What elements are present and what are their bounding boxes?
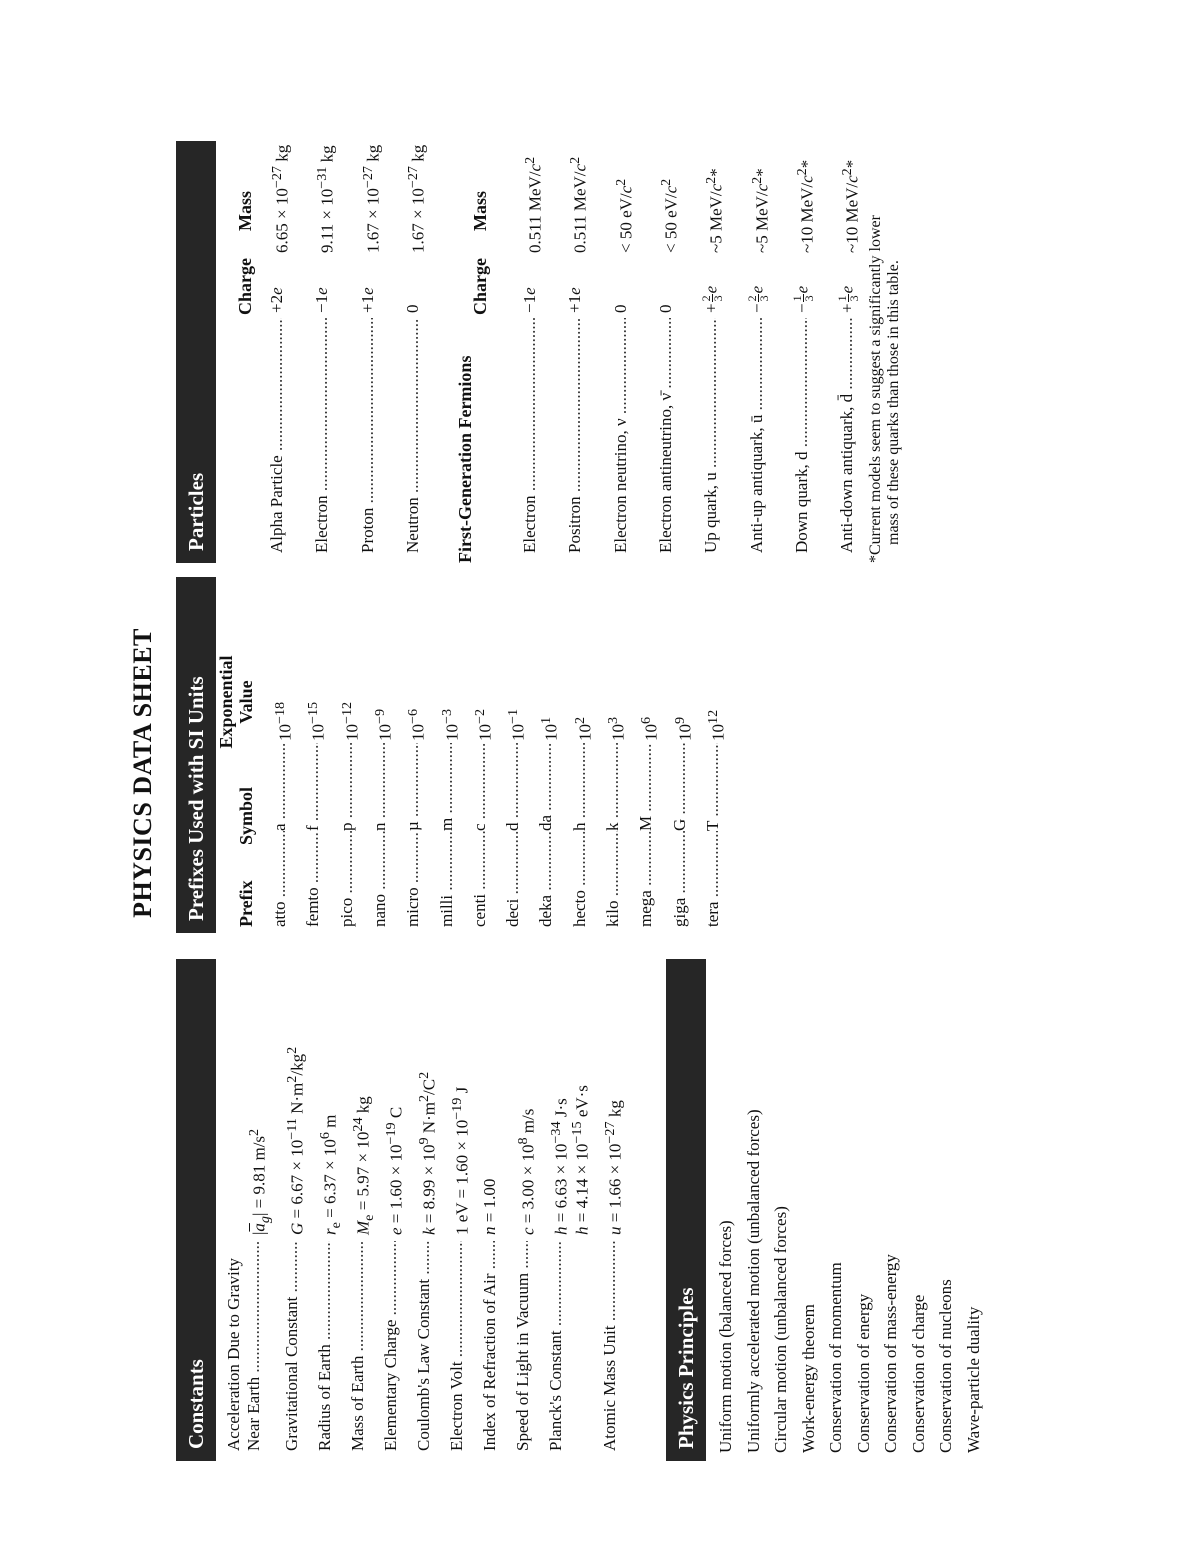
particle-charge: − 2 3 e [744,285,771,313]
prefix-name: deci ..... [503,831,523,927]
constant-label: Atomic Mass Unit ..... [600,1241,620,1451]
prefix-exponential-value [636,717,662,741]
charge-column-header: Charge [235,258,255,315]
exponential-column-header-line2: Value [236,680,256,724]
particle-name: Proton ..... [358,318,378,553]
particle-charge: +1e [565,287,585,313]
constant-label-line1: Acceleration Due to Gravity [224,1257,243,1451]
constant-label: Mass of Earth ..... [348,1241,368,1451]
prefix-exponential-value [670,717,696,741]
prefix-exponential-value [270,702,296,741]
prefixes-heading: Prefixes Used with SI Units [176,577,216,933]
symbol-column-header: Symbol [236,786,256,845]
prefix-symbol: k ..... [603,743,623,831]
prefix-name: atto ..... [270,831,290,927]
constant-value: $c = 3.00 \times 10^8$ m/s [515,1108,538,1235]
particle-charge: − 1 3 e [789,285,816,313]
constant-label: Coulomb's Law Constant ..... [414,1241,434,1451]
prefix-symbol: M ..... [636,743,656,831]
constant-label: Planck's Constant ..... [546,1241,566,1451]
fermion-mass-column-header: Mass [470,191,490,231]
principles-list [712,959,987,1453]
constant-value: $|\overline{a}_g| = 9.81$ $m/s^2$ [246,1128,274,1235]
constant-label: Elementary Charge ..... [381,1241,401,1451]
prefix-name: pico ..... [337,831,357,927]
prefix-exponential-value [570,717,596,741]
principle-item: Conservation of mass-energy [881,1254,900,1453]
prefix-exponential-value [703,710,729,741]
constant-value: $u = 1.66 \times 10^{-27}$ kg [602,1100,625,1235]
exp-power: −6 [405,708,422,724]
prefix-symbol: n ..... [370,743,390,831]
exponential-column-header-line1: Exponential [216,655,236,749]
constant-value: $e = 1.60 \times 10^{-19}$ C [383,1106,406,1235]
particle-mass: $1.67 \times 10^{-27}$ kg [359,144,383,253]
constant-value: $h = 6.63 \times 10^{-34}$ J·s [548,1098,571,1235]
exp-base: 10 [508,724,528,741]
particle-charge: 0 [610,304,630,313]
prefix-name: milli ..... [437,831,457,927]
prefix-symbol: p ..... [337,743,357,831]
prefix-exponential-value [437,709,463,741]
prefix-name: micro ..... [403,831,423,927]
principle-item: Work-energy theorem [798,1304,818,1453]
particle-charge: + 1 3 e [835,285,862,313]
principles-heading: Physics Principles [666,959,706,1461]
particle-charge: −1e [520,287,539,313]
principle-item: Uniform motion (balanced forces) [716,1220,735,1453]
particle-name: Electron ..... [520,318,540,553]
prefix-symbol: µ ..... [403,743,423,831]
prefix-symbol: f ..... [303,743,323,831]
constant-value: 1 eV = $1.60 \times 10^{-19}$ J [449,1086,472,1235]
constant-value: $k = 8.99 \times 10^9$ $N\cdot m^2/C^2$ [416,1071,439,1235]
principle-item: Wave-particle duality [963,1306,983,1453]
exp-power: −3 [438,708,455,724]
particle-mass: 0.511 MeV/$c^2$ [567,156,590,253]
prefix-name: nano ..... [370,831,390,927]
prefix-symbol: c ..... [470,743,490,831]
prefix-exponential-value [403,709,429,741]
prefix-name: mega ..... [636,831,656,927]
footnote-line2: mass of these quarks than those in this table. [885,260,902,545]
principle-item: Conservation of charge [908,1294,928,1453]
exp-base: 10 [442,724,462,741]
principle-item: Circular motion (unbalanced forces) [771,1206,790,1453]
prefix-exponential-value [303,702,329,741]
exp-power: −1 [505,708,522,724]
exp-power: 6 [638,716,655,724]
particle-name: Up quark, u ..... [701,318,721,553]
prefix-symbol: T ..... [703,743,723,831]
particle-name: Electron antineutrino, ν̄ ..... [656,318,676,553]
principle-item: Conservation of energy [853,1293,873,1453]
particle-name: Neutron ..... [403,318,423,553]
exp-power: 12 [704,709,721,724]
exp-base: 10 [408,724,428,741]
prefix-name: centi ..... [470,831,490,927]
exp-power: −2 [471,708,488,724]
exp-base: 10 [308,724,328,741]
exp-base: 10 [375,724,395,741]
particle-charge: −1e [312,287,332,313]
exp-base: 10 [542,724,562,741]
prefix-exponential-value [603,717,629,741]
prefix-symbol: d ..... [503,743,523,831]
constant-value: $G = 6.67 \times 10^{-11}$ $N\cdot m^2/kg^2$ [284,1046,307,1235]
particle-charge: 0 [402,304,422,313]
particle-charge: +2e [267,287,286,313]
particle-name: Alpha Particle ..... [267,318,287,553]
prefix-exponential-value [470,709,496,741]
constants-heading: Constants [176,959,216,1461]
principle-item: Conservation of momentum [826,1262,845,1453]
particle-name: Positron ..... [565,318,585,553]
particle-charge: +1e [357,287,377,313]
constant-label: Radius of Earth ..... [315,1241,335,1451]
exp-base: 10 [675,724,695,741]
mass-column-header: Mass [235,191,255,231]
prefix-name: giga ..... [670,831,690,927]
exp-power: −18 [272,701,288,724]
fermions-heading: First-Generation Fermions [455,355,475,563]
prefix-symbol: G ..... [670,743,690,831]
constant-label: Gravitational Constant ..... [282,1241,302,1451]
particle-mass: ~5 MeV/$c^2*$ [748,168,772,253]
particle-mass: ~5 MeV/$c^2*$ [703,168,726,253]
prefix-exponential-value [503,709,529,741]
prefix-name: hecto ..... [570,831,590,927]
particle-mass: ~10 MeV/$c^2*$ [839,159,862,253]
exp-power: −15 [305,701,322,724]
prefix-symbol: m ..... [437,743,457,831]
particle-name: Anti-up antiquark, ū ..... [747,318,767,553]
exp-base: 10 [708,724,728,741]
prefix-symbol: da ..... [536,743,556,831]
principle-item: Conservation of nucleons [936,1279,955,1453]
exp-power: −9 [371,708,388,724]
principle-item: Uniformly accelerated motion (unbalanced forces) [743,1109,763,1453]
page-title: PHYSICS DATA SHEET [128,628,157,918]
particle-name: Anti-down antiquark, d̄ ..... [837,318,857,553]
particle-mass: $9.11 \times 10^{-31}$ kg [314,145,337,253]
particle-mass: ~10 MeV/$c^2*$ [793,159,817,253]
exp-power: −12 [338,701,355,724]
exp-power: 3 [605,716,621,724]
prefix-name: tera ..... [703,831,723,927]
prefix-column-header: Prefix [236,880,256,927]
prefix-name: femto ..... [303,831,323,927]
prefix-exponential-value [337,702,363,741]
exp-base: 10 [342,724,362,741]
exp-base: 10 [641,724,661,741]
footnote-line1: *Current models seem to suggest a significantly lower [867,215,884,563]
prefix-exponential-value [536,717,562,741]
exp-power: 1 [538,716,555,724]
prefix-exponential-value [370,709,396,741]
particle-mass: 0.511 MeV/$c^2$ [522,156,545,253]
prefix-name: deka ..... [536,831,556,927]
particle-mass: < 50 $eV/c^2$ [612,178,636,253]
exp-power: 2 [571,716,588,724]
particle-mass: $1.67 \times 10^{-27}$ kg [404,144,428,253]
constant-label: Index of Refraction of Air ..... [480,1241,500,1451]
exp-base: 10 [475,724,495,741]
constant-label: Speed of Light in Vacuum ..... [513,1241,533,1451]
particle-name: Electron neutrino, ν ..... [611,318,631,553]
fermion-charge-column-header: Charge [470,258,490,315]
constant-value-2: $h = 4.14 \times 10^{-15}$ eV·s [569,1085,592,1235]
prefix-name: kilo ..... [603,831,623,927]
exp-base: 10 [275,724,295,741]
particles-heading: Particles [176,141,216,563]
particle-name: Electron ..... [312,318,332,553]
exp-base: 10 [575,724,595,741]
exp-power: 9 [671,716,688,724]
particle-charge: 0 [655,304,675,313]
particle-name: Down quark, d ..... [792,318,812,553]
constant-value: n = 1.00 [480,1178,499,1235]
prefix-symbol: h ..... [570,743,590,831]
constant-value: $M_e = 5.97 \times 10^{24}$ kg [350,1096,378,1235]
particle-charge: + 2 3 e [699,285,726,313]
particle-mass: < 50 $eV/c^2$ [657,178,681,253]
constant-label: Near Earth ..... [244,1241,264,1451]
particle-mass: $6.65 \times 10^{-27}$ kg [269,144,292,253]
exp-base: 10 [608,724,628,741]
constant-label: Electron Volt ..... [447,1241,467,1451]
constant-value: $r_e = 6.37 \times 10^6$ m [317,1114,345,1235]
prefix-symbol: a ..... [270,743,290,831]
